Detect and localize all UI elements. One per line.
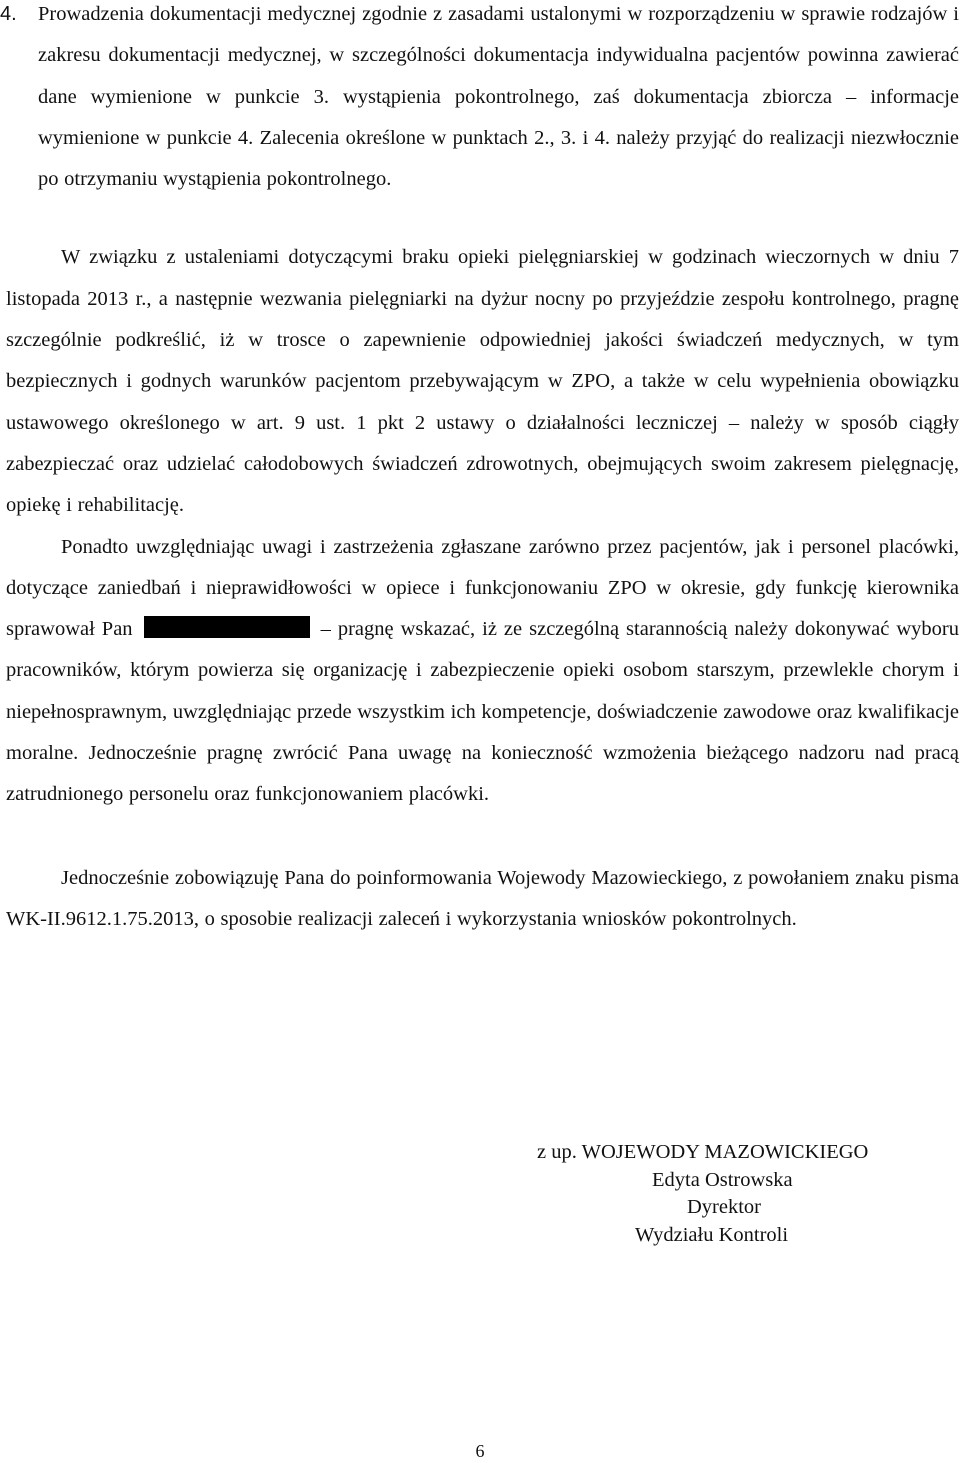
paragraph-staff-selection [6, 527, 959, 816]
page-number: 6 [475, 1441, 485, 1461]
redacted-name-block [144, 616, 310, 638]
signature-name: Edyta Ostrowska [652, 1168, 793, 1191]
item-4-paragraph [0, 0, 959, 200]
paragraph-obligation: Jednocześnie zobowiązuję Pana do poinformowania Wojewody Mazowieckiego, z powołaniem znaku pisma WK-II.9612.1.75.2013, o sposobie realizacji zaleceń i wykorzystania wniosków pokontrolnych. [6, 866, 959, 930]
paragraph-staff-text-end: – pragnę wskazać, iż ze szczególną starannością należy dokonywać wyboru pracowników, którym powierza się organizację i zabezpieczenie opieki osobom starszym, przewlekle chorym i niepełnosprawnym, uwzględniając przede wszystkim ich kompetencje, doświadczenie zawodowe oraz kwalifikacje moralne. Jednocześnie pragnę zwrócić Pana uwagę na konieczność wzmożenia bieżącego nadzoru nad pracą zatrudnionego personelu oraz funkcjonowaniem placówki. [6, 618, 959, 806]
paragraph-nursing-care: W związku z ustaleniami dotyczącymi braku opieki pielęgniarskiej w godzinach wieczornych w dniu 7 listopada 2013 r., a następnie wezwania pielęgniarki na dyżur nocny po przyjeździe zespołu kontrolnego, pragnę szczególnie podkreślić, iż w trosce o zapewnienie odpowiedniej jakości świadczeń medycznych, w tym bezpiecznych i godnych warunków pacjentom przebywającym w ZPO, a także w celu wypełnienia obowiązku ustawowego określonego w art. 9 ust. 1 pkt 2 ustawy o działalności leczniczej – należy w sposób ciągły zabezpieczać oraz udzielać całodobowych świadczeń zdrowotnych, obejmujących swoim zakresem pielęgnację, opiekę i rehabilitację. [6, 246, 959, 517]
signature-department: Wydziału Kontroli [635, 1223, 789, 1246]
item-4-text: Prowadzenia dokumentacji medycznej zgodnie z zasadami ustalonymi w rozporządzeniu w sprawie rodzajów i zakresu dokumentacji medycznej, w szczególności dokumentacja indywidualna pacjentów powinna zawierać dane wymienione w punkcie 3. wystąpienia pokontrolnego, zaś dokumentacja zbiorcza – informacje wymienione w punkcie 4. Zalecenia określone w punktach 2., 3. i 4. należy przyjąć do realizacji niezwłocznie po otrzymaniu wystąpienia pokontrolnego. [38, 3, 959, 191]
item-number: 4. [0, 3, 17, 25]
signature-block [537, 1139, 937, 1249]
signature-title: Dyrektor [687, 1196, 762, 1218]
signature-authority: z up. WOJEWODY MAZOWICKIEGO [537, 1141, 869, 1163]
paragraph-staff-text-start: Ponadto uwzględniając uwagi i zastrzeżenia zgłaszane zarówno przez pacjentów, jak i personel placówki, dotyczące zaniedbań i nieprawidłowości w opiece i funkcjonowaniu ZPO w okresie, gdy funkcję kierownika sprawował Pan [6, 535, 959, 641]
